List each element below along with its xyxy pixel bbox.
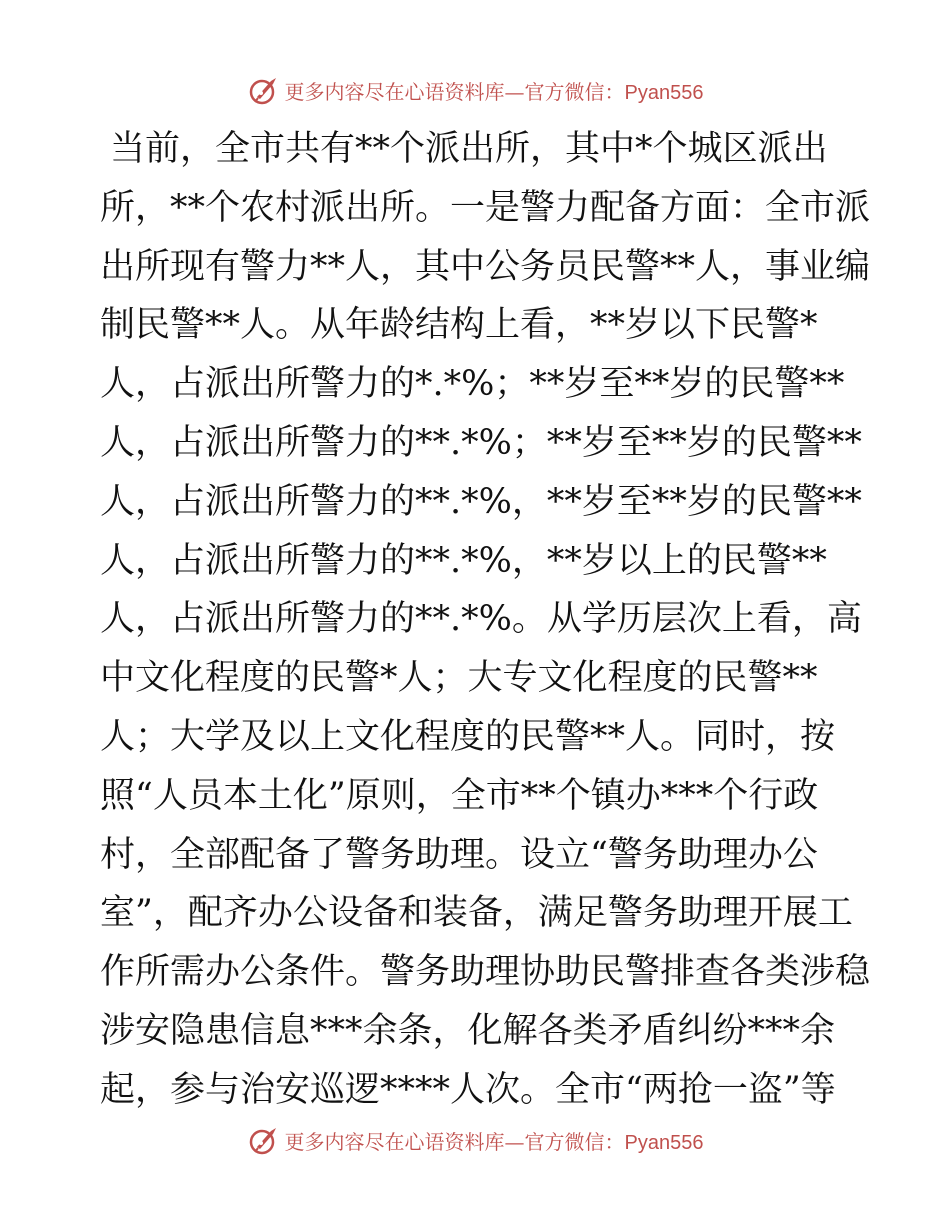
body-line: 当前，全市共有**个派出所，其中*个城区派出 (110, 129, 828, 169)
quill-pen-logo-icon (247, 1123, 281, 1157)
body-line: 起，参与治安巡逻****人次。全市“两抢一盗”等 (100, 1069, 836, 1110)
quill-pen-logo-icon (247, 73, 281, 107)
body-line: 人，占派出所警力的**.*%，**岁以上的民警** (100, 540, 827, 581)
body-line: 所，**个农村派出所。一是警力配备方面：全市派 (100, 187, 871, 228)
body-line: 照“人员本土化”原则，全市**个镇办***个行政 (100, 775, 819, 816)
body-line: 人，占派出所警力的**.*%，**岁至**岁的民警** (100, 481, 862, 522)
wechat-id: Pyan556 (624, 81, 704, 104)
header-banner-text: 更多内容尽在心语资料库—官方微信：Pyan556 (284, 79, 704, 104)
body-line: 中文化程度的民警*人；大专文化程度的民警** (100, 658, 818, 699)
body-line: 人；大学及以上文化程度的民警**人。同时，按 (100, 716, 836, 757)
footer-banner (0, 1120, 950, 1160)
body-line: 制民警**人。从年龄结构上看，**岁以下民警* (100, 305, 818, 346)
wechat-id: Pyan556 (624, 1131, 704, 1154)
body-line: 人，占派出所警力的**.*%；**岁至**岁的民警** (100, 422, 862, 463)
body-line: 人，占派出所警力的*.*%；**岁至**岁的民警** (100, 364, 845, 405)
body-line: 涉安隐患信息***余条，化解各类矛盾纠纷***余 (100, 1010, 836, 1051)
body-line: 室”，配齐办公设备和装备，满足警务助理开展工 (100, 893, 853, 934)
document-body (100, 120, 871, 1120)
header-banner (0, 70, 950, 110)
body-line: 作所需办公条件。警务助理协助民警排查各类涉稳 (100, 952, 871, 993)
body-line: 出所现有警力**人，其中公务员民警**人，事业编 (100, 246, 871, 287)
body-line: 村，全部配备了警务助理。设立“警务助理办公 (100, 834, 818, 875)
footer-banner-text: 更多内容尽在心语资料库—官方微信：Pyan556 (284, 1129, 704, 1154)
body-line: 人，占派出所警力的**.*%。从学历层次上看，高 (100, 599, 862, 640)
